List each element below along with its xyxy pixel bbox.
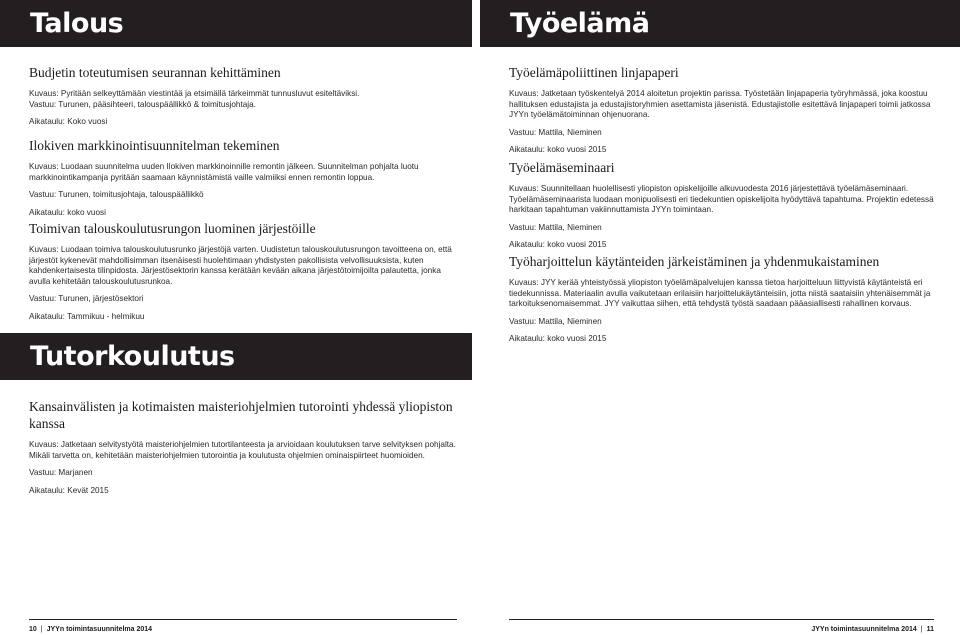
- vastuu-text: Vastuu: Mattila, Nieminen: [509, 316, 602, 326]
- section-heading: Kansainvälisten ja kotimaisten maisteriohjelmien tutorointi yhdessä yliopiston kanssa: [29, 399, 453, 431]
- aikataulu-text: Aikataulu: koko vuosi: [29, 207, 106, 217]
- kuvaus-text: Kuvaus: Suunnitellaan huolellisesti yliopiston opiskelijoille alkuvuodesta 2016 järjestettävä työelämäseminaari. Työelämäseminaarista luodaan monipuolisesti eri tiedekuntien opiskelijoita hyödyttävä tapahtuma. Projektin edetessä harkitaan tapahtuman vakiinnuttamista JYYn toimintaan.: [509, 184, 934, 215]
- aikataulu-text: Aikataulu: Tammikuu - helmikuu: [29, 311, 145, 321]
- kuvaus-text: Kuvaus: Jatketaan työskentelyä 2014 aloitetun projektin parissa. Työstetään linjapaperia työryhmässä, joka koostuu hallituksen edustajista ja edustajistoryhmien asettamista jäsenistä. Edustajistolle esitettävä linjapaperi toimii jatkossa JYYn työelämätoiminnan ohjenuorana.: [509, 89, 931, 120]
- footer-doc-title-right: JYYn toimintasuunnitelma 2014: [811, 626, 917, 633]
- section-heading: Työelämäseminaari: [509, 160, 615, 175]
- vastuu-text: Vastuu: Marjanen: [29, 468, 93, 478]
- section-heading: Budjetin toteutumisen seurannan kehittäminen: [29, 65, 281, 80]
- tutor-section-maisteriohjelmat: [29, 398, 457, 503]
- kuvaus-text: Kuvaus: Pyritään selkeyttämään viestintää ja etsimällä tärkeimmät tunnusluvut esiteltäviksi.: [29, 89, 360, 98]
- aikataulu-text: Aikataulu: koko vuosi 2015: [509, 240, 607, 250]
- kuvaus-text: Kuvaus: JYY kerää yhteistyössä yliopiston työelämäpalvelujen kanssa tietoa harjoitteluun liittyvistä käytänteistä eri tiedekunnissa. Materiaalin avulla vaikutetaan erilaisiin harjoittelukäytänteisiin, jotta niistä saataisiin yhtenäisemmät ja tarkoituksenomaisemmat. JYY vaikuttaa siihen, että tehdystä työstä saadaan pääasiallisesti rahallinen korvaus.: [509, 278, 931, 309]
- vastuu-text: Vastuu: Mattila, Nieminen: [509, 222, 602, 232]
- tyoelama-section-linjapaperi: [509, 64, 934, 163]
- vastuu-text: Vastuu: Turunen, pääsihteeri, talouspäällikkö & toimitusjohtaja.: [29, 99, 256, 109]
- tyoelama-section-tyoharjoittelu: [509, 253, 934, 352]
- kuvaus-text: Kuvaus: Jatketaan selvitystyötä maisteriohjelmien tutortilanteesta ja arvioidaan koulutuksen tarve selvityksen pohjalta. Mikäli tarvetta on, kehitetään maisteriohjelmien tutorointia ja koulutusta ohjelmien ominaispiirteet huomioiden.: [29, 440, 456, 460]
- footer-rule-left: [29, 619, 457, 620]
- vastuu-text: Vastuu: Turunen, järjestösektori: [29, 294, 144, 304]
- aikataulu-text: Aikataulu: Koko vuosi: [29, 117, 108, 127]
- section-heading: Ilokiven markkinointisuunnitelman tekeminen: [29, 138, 280, 153]
- aikataulu-text: Aikataulu: Kevät 2015: [29, 485, 109, 495]
- kuvaus-text: Kuvaus: Luodaan suunnitelma uuden Ilokiven markkinoinnille remontin jälkeen. Suunnitelman pohjalta luotu markkinointikampanja pyritään saamaan käynnistämistä vaille valmiiksi ennen remontin loppua.: [29, 162, 419, 182]
- footer-doc-title-left: JYYn toimintasuunnitelma 2014: [46, 626, 153, 633]
- footer-left: [29, 625, 152, 634]
- aikataulu-text: Aikataulu: koko vuosi 2015: [509, 145, 607, 155]
- section-heading: Toimivan talouskoulutusrungon luominen järjestöille: [29, 221, 316, 236]
- vastuu-text: Vastuu: Mattila, Nieminen: [509, 127, 602, 137]
- section-heading: Työharjoittelun käytänteiden järkeistäminen ja yhdenmukaistaminen: [509, 254, 880, 269]
- tyoelama-section-seminaari: [509, 159, 934, 258]
- page-number-left: 10: [29, 626, 37, 633]
- aikataulu-text: Aikataulu: koko vuosi 2015: [509, 334, 607, 344]
- section-heading: Työelämäpoliittinen linjapaperi: [509, 65, 679, 80]
- kuvaus-text: Kuvaus: Luodaan toimiva talouskoulutusrunko järjestöjä varten. Uudistetun talouskoulutusrungon tavoitteena on, että järjestöt kykenevät mahdollisimman itsenäisesti huolehtimaan yhdistysten pakollisista velvollisuuksista, kuten kahdenkertaisesta tilinpidosta. Järjestösektorin kanssa kerätään kevään aikana järjestötoimijoilta palautetta, jonka avulla kehitetään talouskoulutusrunkoa.: [29, 245, 452, 286]
- talous-section-koulutusrunko: [29, 220, 457, 330]
- footer-right: [811, 625, 934, 634]
- footer-rule-right: [509, 619, 934, 620]
- section-header-tutorkoulutus: Tutorkoulutus: [0, 333, 472, 380]
- talous-section-budjetti: [29, 64, 457, 135]
- section-header-talous: Talous: [0, 0, 472, 47]
- footer-separator-icon: |: [920, 626, 923, 633]
- talous-section-markkinointi: [29, 137, 457, 225]
- vastuu-text: Vastuu: Turunen, toimitusjohtaja, talouspäällikkö: [29, 190, 204, 200]
- footer-separator-icon: |: [40, 626, 43, 633]
- section-header-tyoelama: Työelämä: [480, 0, 960, 47]
- page-number-right: 11: [926, 626, 934, 633]
